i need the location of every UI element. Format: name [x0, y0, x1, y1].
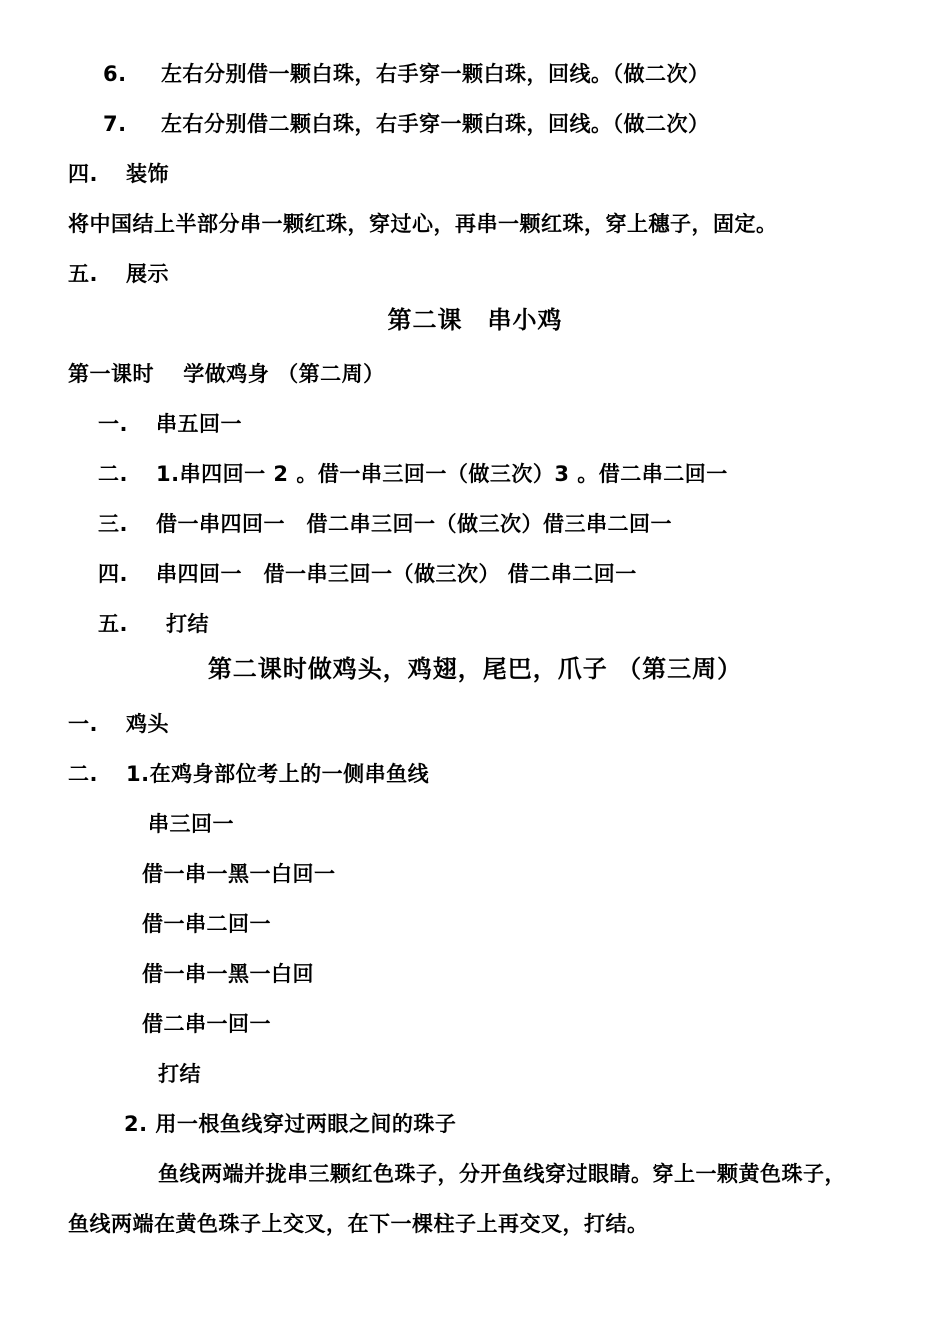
decoration-paragraph [68, 210, 778, 238]
sub-step-text: 借一串一黑一白回一 [142, 862, 336, 886]
period-two-title-text: 第二课时做鸡头，鸡翅，尾巴，爪子 （第三周） [207, 655, 743, 683]
step-list-item [98, 610, 209, 638]
step-number: 四. [98, 562, 128, 586]
step-text: 1.串四回一 2 。借一串三回一（做三次）3 。借二串二回一 [156, 462, 728, 486]
sub-section-text: 2. 用一根鱼线穿过两眼之间的珠子 [124, 1112, 457, 1136]
sub-step-text: 借一串二回一 [142, 912, 271, 936]
section-display-heading [68, 260, 169, 288]
step-number: 7. [103, 112, 127, 136]
sub-step [148, 810, 234, 838]
lesson-title-text: 第二课 串小鸡 [387, 306, 563, 334]
section-text: 鸡头 [126, 712, 169, 736]
section-text: 装饰 [126, 162, 169, 186]
paragraph-text: 鱼线两端在黄色珠子上交叉，在下一棵柱子上再交叉，打结。 [68, 1212, 649, 1236]
step-7 [103, 110, 710, 138]
sub-step [142, 860, 336, 888]
step-number: 二. [98, 462, 128, 486]
section-text: 展示 [126, 262, 169, 286]
sub-step [142, 1010, 271, 1038]
period-heading-text: 第一课时 学做鸡身 （第二周） [68, 362, 385, 386]
sub-step-text: 借一串一黑一白回 [142, 962, 314, 986]
period-one-heading [68, 360, 385, 388]
step-6 [103, 60, 710, 88]
sub-section-two [124, 1110, 456, 1138]
sub-step-text: 串三回一 [148, 812, 234, 836]
step-number: 一. [98, 412, 128, 436]
step-text: 串五回一 [156, 412, 242, 436]
paragraph-line [68, 1210, 649, 1238]
section-two [68, 760, 429, 788]
section-number: 二. [68, 762, 98, 786]
step-text: 左右分别借一颗白珠，右手穿一颗白珠，回线。（做二次） [161, 62, 710, 86]
step-number: 五. [98, 612, 128, 636]
period-two-title [0, 655, 950, 683]
sub-step [158, 1060, 201, 1088]
step-text: 借一串四回一 借二串三回一（做三次）借三串二回一 [156, 512, 672, 536]
sub-step-text: 借二串一回一 [142, 1012, 271, 1036]
sub-step [142, 910, 271, 938]
step-text: 打结 [166, 612, 209, 636]
step-number: 6. [103, 62, 127, 86]
step-list-item [98, 560, 637, 588]
step-list-item [98, 460, 728, 488]
step-text: 串四回一 借一串三回一（做三次） 借二串二回一 [156, 562, 637, 586]
paragraph-text: 鱼线两端并拢串三颗红色珠子，分开鱼线穿过眼睛。穿上一颗黄色珠子， [158, 1162, 846, 1186]
step-list-item [98, 410, 242, 438]
paragraph-line [158, 1160, 846, 1188]
sub-step [142, 960, 314, 988]
section-text: 1.在鸡身部位考上的一侧串鱼线 [126, 762, 430, 786]
section-chicken-head [68, 710, 169, 738]
section-number: 四. [68, 162, 98, 186]
section-decoration-heading [68, 160, 169, 188]
paragraph-text: 将中国结上半部分串一颗红珠，穿过心，再串一颗红珠，穿上穗子，固定。 [68, 212, 778, 236]
step-number: 三. [98, 512, 128, 536]
step-text: 左右分别借二颗白珠，右手穿一颗白珠，回线。（做二次） [161, 112, 710, 136]
step-list-item [98, 510, 672, 538]
section-number: 一. [68, 712, 98, 736]
sub-step-text: 打结 [158, 1062, 201, 1086]
lesson-title [0, 306, 950, 334]
section-number: 五. [68, 262, 98, 286]
